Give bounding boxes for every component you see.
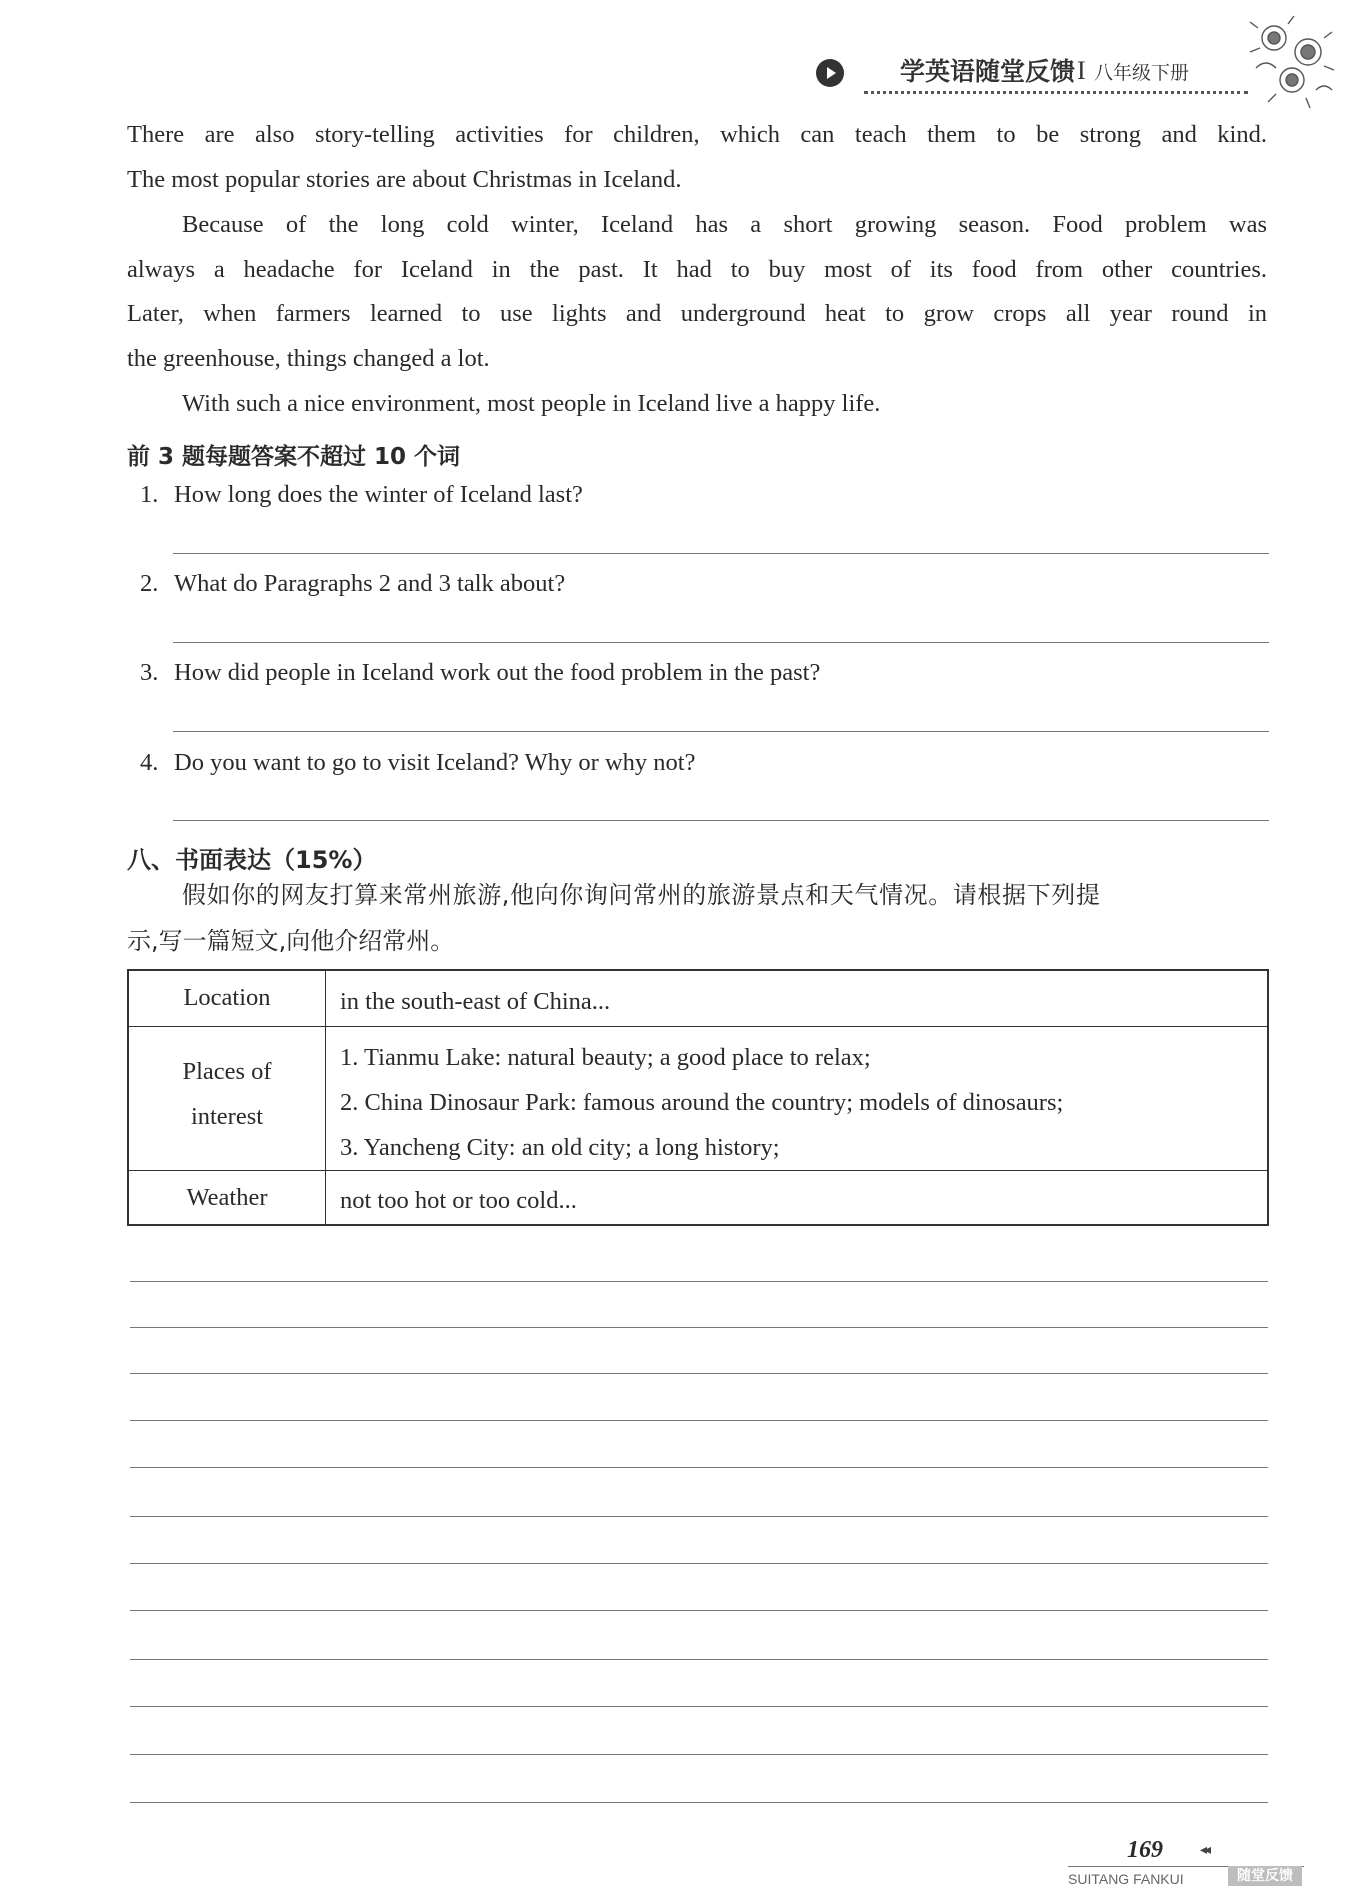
places-label-line: interest xyxy=(190,1103,264,1130)
play-circle-icon xyxy=(816,59,844,87)
place-item: 3. Yancheng City: an old city; a long history; xyxy=(340,1134,780,1161)
passage-line: There are also story-telling activities for children, which can teach them to be strong and kind. xyxy=(127,121,1267,148)
passage-line: The most popular stories are about Christmas in Iceland. xyxy=(127,166,682,193)
place-item: 1. Tianmu Lake: natural beauty; a good place to relax; xyxy=(340,1044,871,1071)
question-text: How long does the winter of Iceland last? xyxy=(174,481,583,508)
question-number: 3. xyxy=(140,659,159,686)
writing-line[interactable] xyxy=(130,1802,1268,1803)
passage-line: Because of the long cold winter, Iceland has a short growing season. Food problem was xyxy=(182,211,1267,238)
table-row-location xyxy=(129,971,1267,1027)
writing-line[interactable] xyxy=(130,1754,1268,1755)
passage-line: the greenhouse, things changed a lot. xyxy=(127,345,490,372)
passage-line: With such a nice environment, most people in Iceland live a happy life. xyxy=(182,390,881,417)
places-label-line: Places of xyxy=(182,1058,272,1085)
hint-table xyxy=(127,969,1269,1226)
writing-line[interactable] xyxy=(130,1467,1268,1468)
passage-line: Later, when farmers learned to use lights and underground heat to grow crops all year round in xyxy=(127,300,1267,327)
writing-line[interactable] xyxy=(130,1706,1268,1707)
page-arrow-icon: ◂◂ xyxy=(1200,1843,1209,1858)
question-number: 1. xyxy=(140,481,159,508)
writing-heading: 八、书面表达（15%） xyxy=(127,846,377,874)
question-text: Do you want to go to visit Iceland? Why or why not? xyxy=(174,749,696,776)
answer-line[interactable] xyxy=(173,820,1269,821)
weather-value: not too hot or too cold... xyxy=(340,1187,577,1214)
title-separator: I xyxy=(1077,56,1086,85)
series-name-zh: 随堂反馈 xyxy=(1228,1866,1302,1886)
writing-line[interactable] xyxy=(130,1563,1268,1564)
writing-line[interactable] xyxy=(130,1327,1268,1328)
weather-label: Weather xyxy=(186,1184,268,1211)
writing-line[interactable] xyxy=(130,1281,1268,1282)
passage-line: always a headache for Iceland in the past. It had to buy most of its food from other countries. xyxy=(127,256,1267,283)
answer-instruction: 前 3 题每题答案不超过 10 个词 xyxy=(127,444,461,470)
place-item: 2. China Dinosaur Park: famous around the country; models of dinosaurs; xyxy=(340,1089,1064,1116)
series-name-en: SUITANG FANKUI xyxy=(1068,1871,1184,1887)
writing-line[interactable] xyxy=(130,1610,1268,1611)
writing-line[interactable] xyxy=(130,1373,1268,1374)
book-title: 学英语随堂反馈 xyxy=(900,57,1076,86)
answer-line[interactable] xyxy=(173,731,1269,732)
header-dotted-rule xyxy=(864,91,1248,94)
table-row-places xyxy=(129,1027,1267,1171)
grade-label: 八年级下册 xyxy=(1094,62,1190,84)
question-text: What do Paragraphs 2 and 3 talk about? xyxy=(174,570,566,597)
table-row-weather xyxy=(129,1171,1267,1226)
question-text: How did people in Iceland work out the food problem in the past? xyxy=(174,659,821,686)
page-number: 169 xyxy=(1127,1837,1163,1863)
writing-line[interactable] xyxy=(130,1516,1268,1517)
question-number: 2. xyxy=(140,570,159,597)
question-number: 4. xyxy=(140,749,159,776)
writing-prompt-line: 假如你的网友打算来常州旅游,他向你询问常州的旅游景点和天气情况。请根据下列提 xyxy=(182,881,1101,909)
flower-decoration-icon xyxy=(1236,8,1346,118)
location-value: in the south-east of China... xyxy=(340,988,611,1015)
answer-line[interactable] xyxy=(173,642,1269,643)
answer-line[interactable] xyxy=(173,553,1269,554)
writing-line[interactable] xyxy=(130,1420,1268,1421)
writing-prompt-line: 示,写一篇短文,向他介绍常州。 xyxy=(127,927,455,955)
location-label: Location xyxy=(183,984,271,1011)
writing-line[interactable] xyxy=(130,1659,1268,1660)
